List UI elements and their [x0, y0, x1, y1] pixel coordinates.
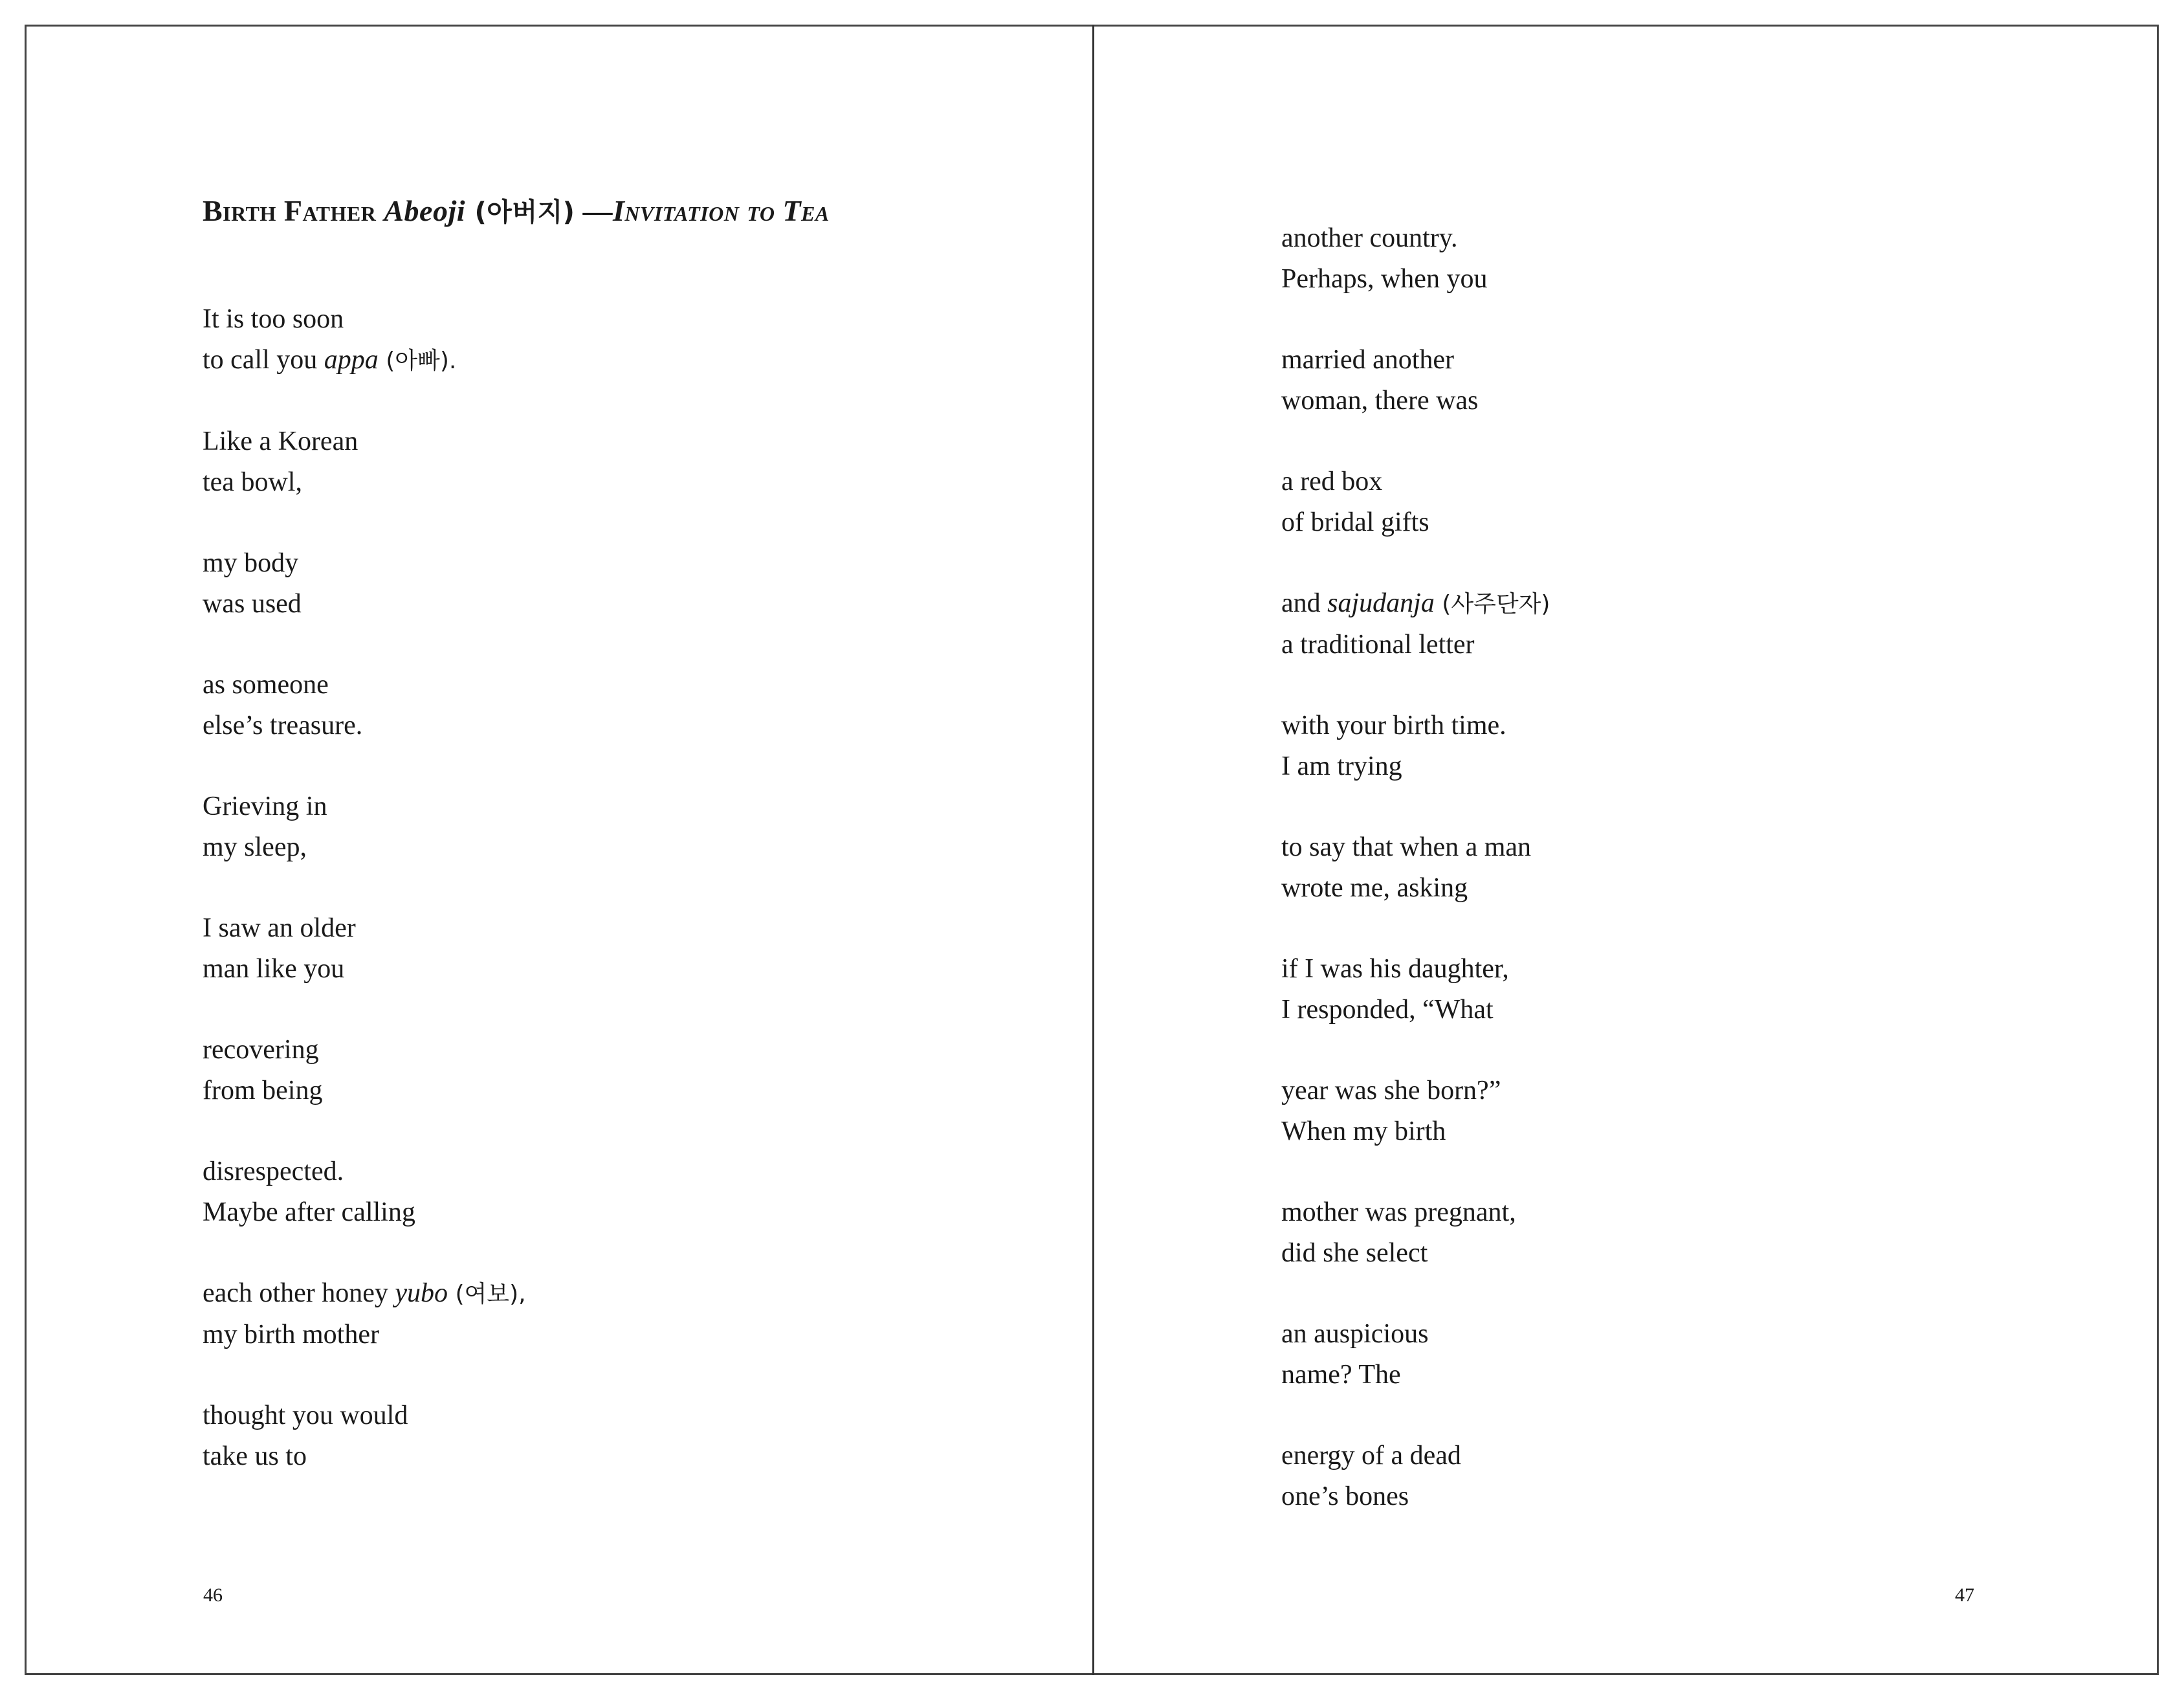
poem-line: to say that when a man	[1281, 832, 1532, 862]
poem-line: I saw an older	[203, 913, 356, 943]
left-page	[25, 25, 1092, 1675]
poem-line: name? The	[1281, 1360, 1401, 1390]
stanza	[1281, 1436, 1550, 1517]
poem-line: It is too soon	[203, 304, 344, 334]
korean-word: (사주단자)	[1434, 591, 1550, 617]
poem-line: if I was his daughter,	[1281, 954, 1509, 984]
page-number: 47	[1955, 1584, 1974, 1606]
poem-line: another country.	[1281, 223, 1458, 253]
poem-line: Like a Korean	[203, 427, 358, 456]
poem-line	[203, 340, 526, 381]
stanza	[203, 1030, 526, 1111]
stanza	[1281, 583, 1550, 665]
stanza	[203, 543, 526, 625]
stanza	[1281, 1314, 1550, 1395]
poem-line: one’s bones	[1281, 1482, 1409, 1511]
poem-line: woman, there was	[1281, 386, 1479, 416]
poem-line: did she select	[1281, 1238, 1428, 1268]
poem-line: my body	[203, 548, 299, 578]
poem-line: wrote me, asking	[1281, 873, 1468, 903]
title-dash: —	[575, 194, 613, 227]
poem-title	[203, 196, 830, 226]
italic-word: sajudanja	[1327, 588, 1435, 618]
stanza	[1281, 949, 1550, 1030]
poem-line: I am trying	[1281, 751, 1402, 781]
poem-line: energy of a dead	[1281, 1441, 1461, 1471]
stanza	[203, 665, 526, 746]
title-invitation: Invitation to Tea	[612, 194, 830, 227]
stanza	[203, 299, 526, 381]
poem-line: tea bowl,	[203, 467, 302, 497]
stanza	[203, 1273, 526, 1355]
poem-line	[1281, 583, 1550, 625]
poem-line: my birth mother	[203, 1320, 379, 1349]
stanza	[203, 421, 526, 503]
poem-line: my sleep,	[203, 832, 307, 862]
poem-line: else’s treasure.	[203, 711, 363, 740]
poem-line: man like you	[203, 954, 345, 984]
poem-line: a traditional letter	[1281, 630, 1475, 660]
italic-word: appa	[324, 345, 379, 375]
right-page	[1094, 25, 2159, 1675]
page-number: 46	[203, 1584, 223, 1606]
poem-line: mother was pregnant,	[1281, 1197, 1516, 1227]
poem-line: married another	[1281, 345, 1455, 375]
stanza	[203, 1151, 526, 1233]
title-korean: (아버지)	[465, 197, 575, 227]
stanza	[203, 786, 526, 868]
italic-word: yubo	[395, 1278, 448, 1308]
poem-line: thought you would	[203, 1401, 408, 1430]
poem-line: Grieving in	[203, 792, 327, 821]
poem-line: year was she born?”	[1281, 1076, 1501, 1105]
stanza	[1281, 1071, 1550, 1152]
poem-line: disrespected.	[203, 1157, 344, 1186]
poem-body-left	[203, 299, 526, 1517]
title-birth-father: Birth Father	[203, 194, 384, 227]
stanza	[203, 908, 526, 990]
poem-line: I responded, “What	[1281, 995, 1494, 1025]
line-text: and	[1281, 588, 1328, 618]
poem-line: an auspicious	[1281, 1319, 1429, 1349]
stanza	[1281, 1192, 1550, 1274]
stanza	[203, 1395, 526, 1477]
poem-line: Maybe after calling	[203, 1197, 415, 1227]
line-text: to call you	[203, 345, 324, 375]
poem-line: as someone	[203, 670, 329, 700]
poem-line: a red box	[1281, 467, 1383, 496]
poem-line	[203, 1273, 526, 1315]
stanza	[1281, 340, 1550, 421]
poem-line: from being	[203, 1076, 323, 1105]
poem-line: When my birth	[1281, 1116, 1446, 1146]
poem-body-right	[1281, 218, 1550, 1557]
poem-line: was used	[203, 589, 302, 619]
stanza	[1281, 705, 1550, 787]
poem-line: Perhaps, when you	[1281, 264, 1488, 294]
stanza	[1281, 461, 1550, 543]
stanza	[1281, 827, 1550, 909]
line-text: each other honey	[203, 1278, 395, 1308]
korean-word: (여보),	[448, 1281, 526, 1307]
poem-line: recovering	[203, 1035, 319, 1065]
poem-line: take us to	[203, 1441, 307, 1471]
title-abeoji: Abeoji	[384, 194, 466, 227]
poem-line: of bridal gifts	[1281, 507, 1429, 537]
stanza	[1281, 218, 1550, 300]
korean-word: (아빠).	[378, 348, 457, 374]
poem-line: with your birth time.	[1281, 711, 1506, 740]
